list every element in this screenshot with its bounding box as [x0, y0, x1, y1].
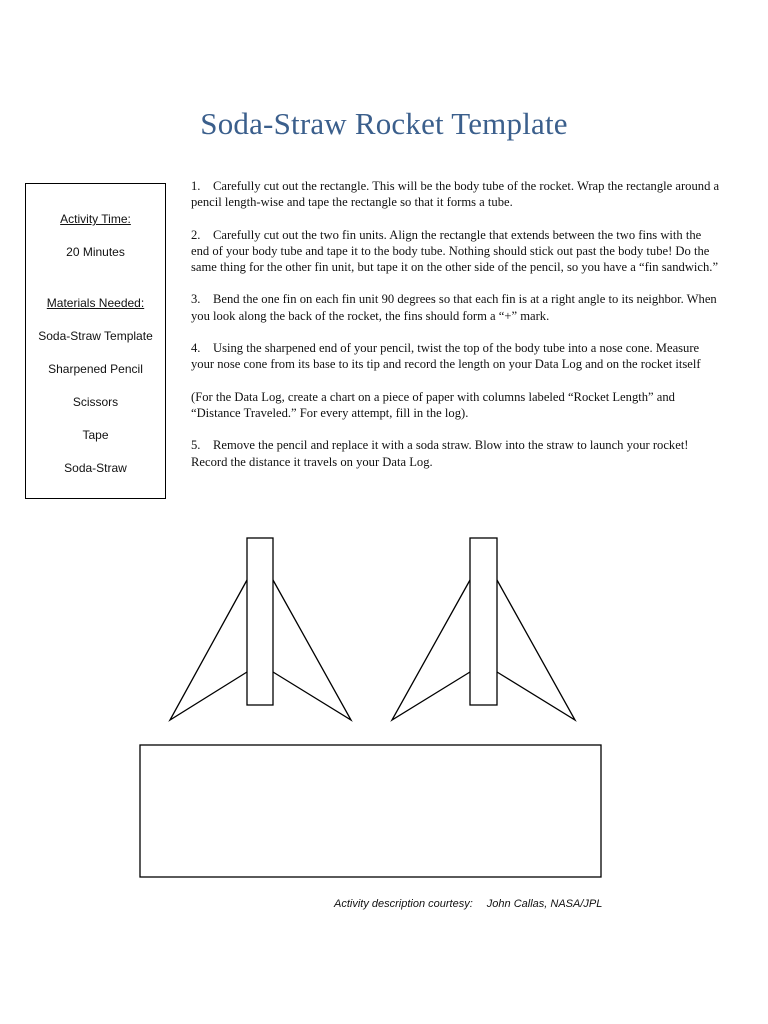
body-tube-rectangle: [140, 745, 601, 877]
material-item: Scissors: [72, 395, 119, 409]
materials-label: Materials Needed:: [46, 296, 145, 310]
fin-left: [170, 580, 247, 720]
credit-line: [334, 898, 602, 910]
activity-time-value: 20 Minutes: [66, 245, 125, 259]
credit-label: Activity description courtesy:: [334, 898, 473, 910]
material-item: Soda-Straw: [64, 461, 127, 475]
material-item: Tape: [82, 428, 109, 442]
material-item: Soda-Straw Template: [38, 329, 153, 343]
page-title: Soda-Straw Rocket Template: [200, 106, 568, 141]
fin-unit-left: [170, 538, 351, 720]
instruction-note: (For the Data Log, create a chart on a piece of paper with columns labeled “Rocket Length” and “Distance Traveled.” For every attempt, fill in the log).: [191, 389, 675, 420]
fin-unit-strip: [247, 538, 273, 705]
activity-time-label: Activity Time:: [60, 212, 131, 226]
instruction-step: 5. Remove the pencil and replace it with a soda straw. Blow into the straw to launch your rocket! Record the distance it travels on your Data Log.: [191, 438, 689, 469]
instruction-step: 1. Carefully cut out the rectangle. This will be the body tube of the rocket. Wrap the rectangle around a pencil length-wise and tape the rectangle so that it forms a tube.: [191, 179, 720, 210]
instruction-step: 2. Carefully cut out the two fin units. Align the rectangle that extends between the two fins with the end of your body tube and tape it to the body tube. Nothing should stick out past the body tube! Do the same thing for the other fin unit, but tape it on the other side of the pencil, so you have a “fin sandwich.”: [191, 227, 719, 275]
fin-right: [497, 580, 575, 720]
instruction-step: 3. Bend the one fin on each fin unit 90 degrees so that each fin is at a right angle to its neighbor. When you look along the back of the rocket, the fins should form a “+” mark.: [191, 292, 717, 323]
fin-right: [273, 580, 351, 720]
credit-name: John Callas, NASA/JPL: [486, 898, 603, 910]
instruction-step: 4. Using the sharpened end of your pencil, twist the top of the body tube into a nose cone. Measure your nose cone from its base to its tip and record the length on your Data Log and on the rocket itself: [191, 341, 701, 372]
fin-unit-right: [392, 538, 575, 720]
material-item: Sharpened Pencil: [48, 362, 143, 376]
fin-unit-strip: [470, 538, 497, 705]
fin-left: [392, 580, 470, 720]
